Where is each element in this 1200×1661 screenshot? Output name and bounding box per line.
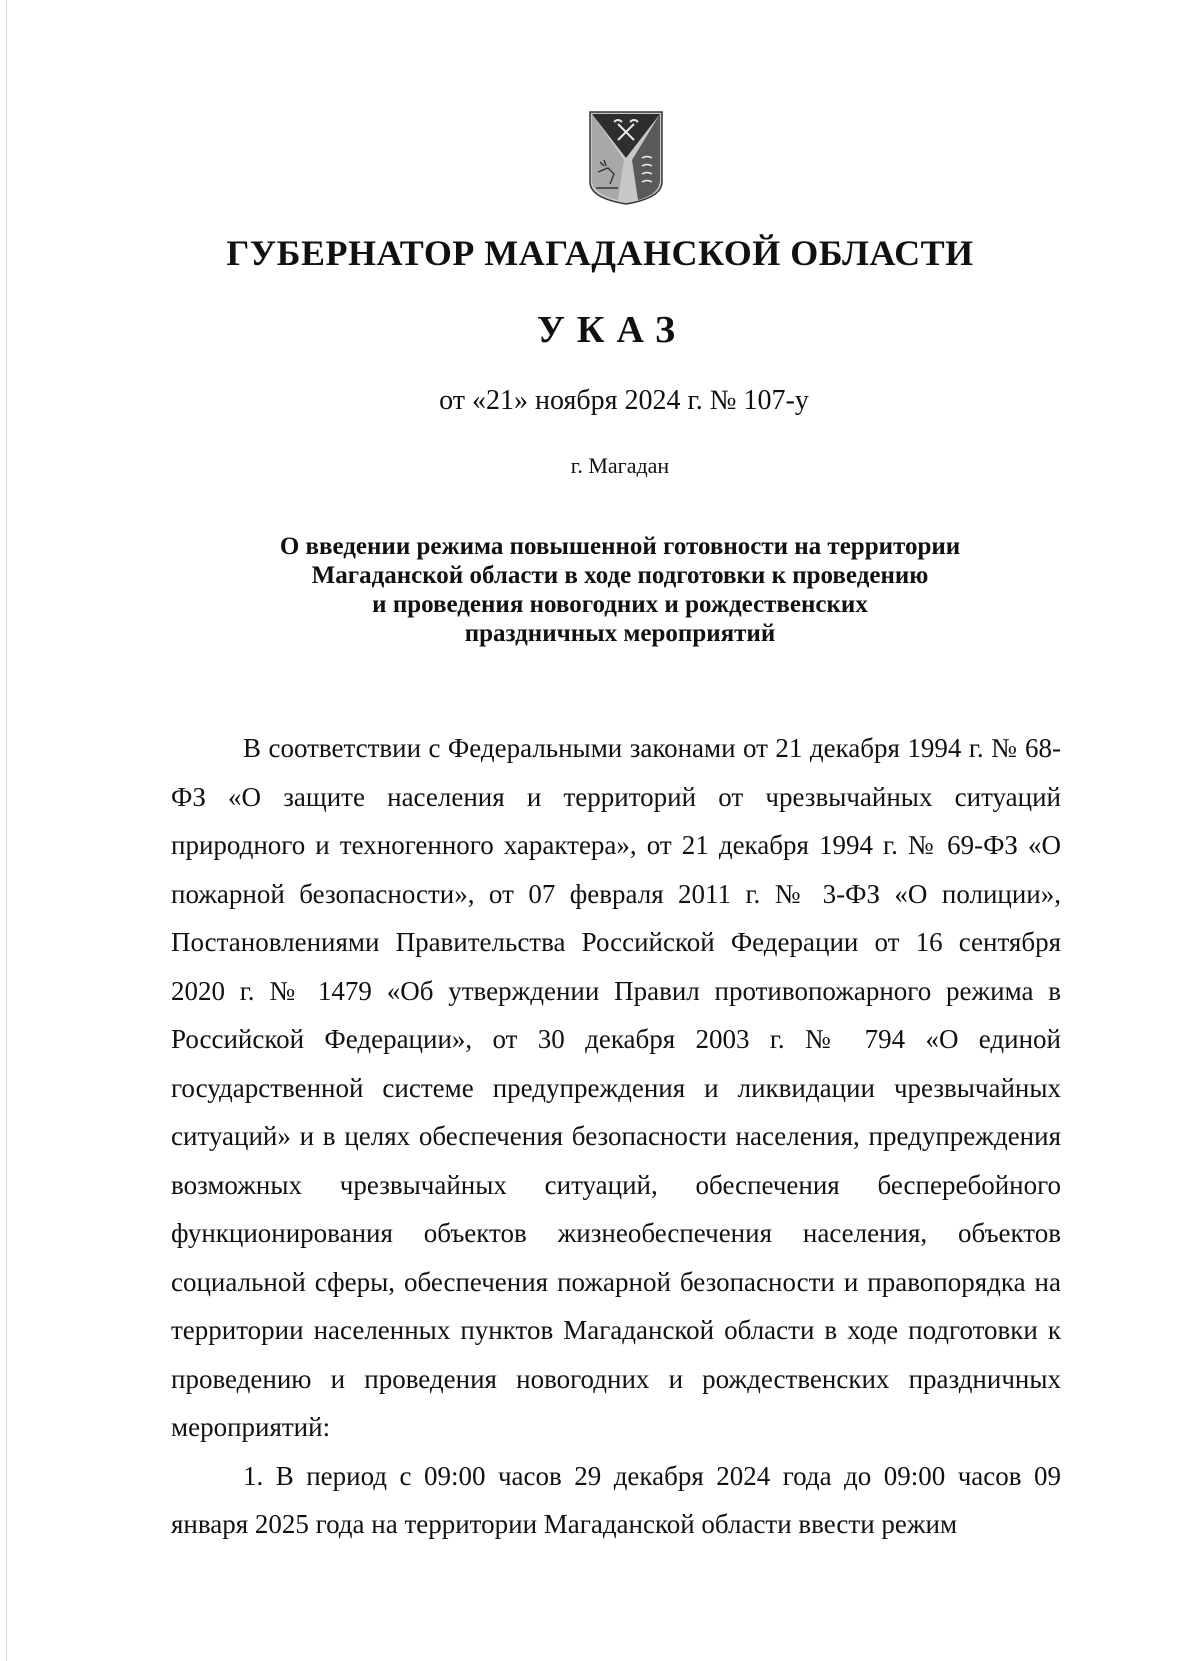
title-line: О введении режима повышенной готовности на территории [279,533,961,560]
title-line: и проведения новогодних и рождественских [372,591,868,618]
document-body [171,724,1061,1549]
issuing-authority: ГУБЕРНАТОР МАГАДАНСКОЙ ОБЛАСТИ [226,233,974,273]
document-date-number: от «21» ноября 2024 г. № 107-у [439,385,809,416]
document-place: г. Магадан [570,453,670,478]
document-title [180,532,1060,648]
title-line: Магаданской области в ходе подготовки к проведению [311,562,929,589]
coat-of-arms-icon [588,110,664,206]
clause-paragraph: 1. В период с 09:00 часов 29 декабря 2024 года до 09:00 часов 09 января 2025 года на территории Магаданской области ввести режим [171,1460,1061,1539]
document-type: УКАЗ [537,309,687,351]
preamble-paragraph: В соответствии с Федеральными законами от 21 декабря 1994 г. № 68-ФЗ «О защите населения и территорий от чрезвычайных ситуаций природного и техногенного характера», от 21 декабря 1994 г. № 69-ФЗ «О пожарной безопасности», от 07 февраля 2011 г. № 3-ФЗ «О полиции», Постановлениями Правительства Российской Федерации от 16 сентября 2020 г. № 1479 «Об утверждении Правил противопожарного режима в Российской Федерации», от 30 декабря 2003 г. № 794 «О единой государственной системе предупреждения и ликвидации чрезвычайных ситуаций» и в целях обеспечения безопасности населения, предупреждения возможных чрезвычайных ситуаций, обеспечения бесперебойного функционирования объектов жизнеобеспечения населения, объектов социальной сферы, обеспечения пожарной безопасности и правопорядка на территории населенных пунктов Магаданской области в ходе подготовки к проведению и проведения новогодних и рождественских праздничных мероприятий: [171,733,1061,1442]
title-line: праздничных мероприятий [464,620,776,647]
